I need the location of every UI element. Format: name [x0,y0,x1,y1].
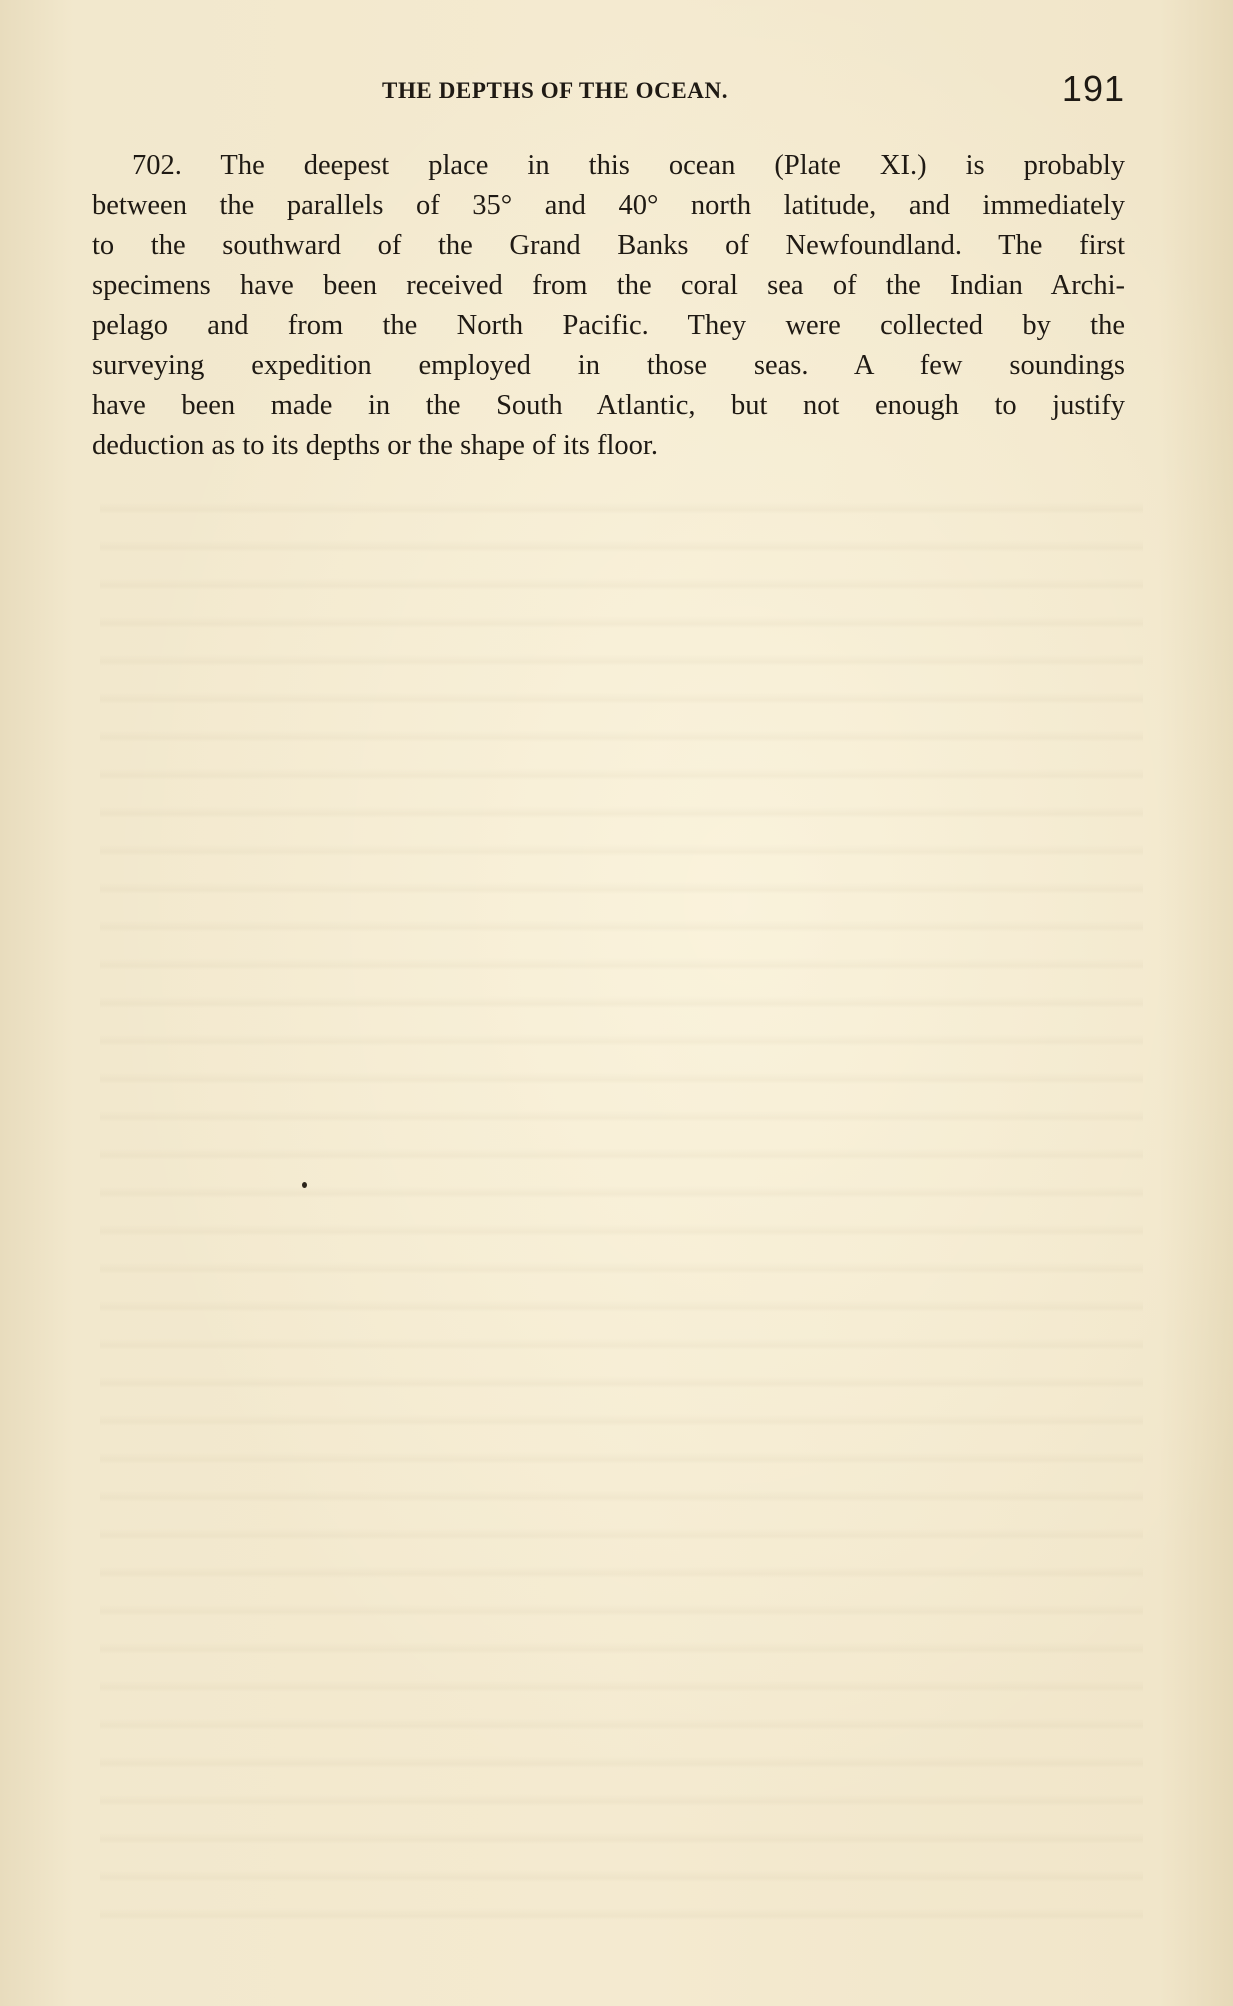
text-line: specimens have been received from the coral sea of the Indian Archi- [92,270,1125,301]
text-line: 702. The deepest place in this ocean (Plate XI.) is probably [132,150,1125,181]
text-line: between the parallels of 35° and 40° north latitude, and immediately [92,190,1125,221]
ink-speck [302,1182,307,1188]
text-line: have been made in the South Atlantic, but not enough to justify [92,390,1125,421]
show-through-background [100,480,1143,1946]
text-line: surveying expedition employed in those seas. A few soundings [92,350,1125,381]
text-line: pelago and from the North Pacific. They were collected by the [92,310,1125,341]
page-number: 191 [1061,68,1125,109]
paragraph-702 [92,146,1125,466]
running-head: THE DEPTHS OF THE OCEAN. [382,78,729,103]
page-header [92,68,1125,118]
text-line: deduction as to its depths or the shape of its floor. [92,430,658,461]
text-line: to the southward of the Grand Banks of Newfoundland. The first [92,230,1125,261]
